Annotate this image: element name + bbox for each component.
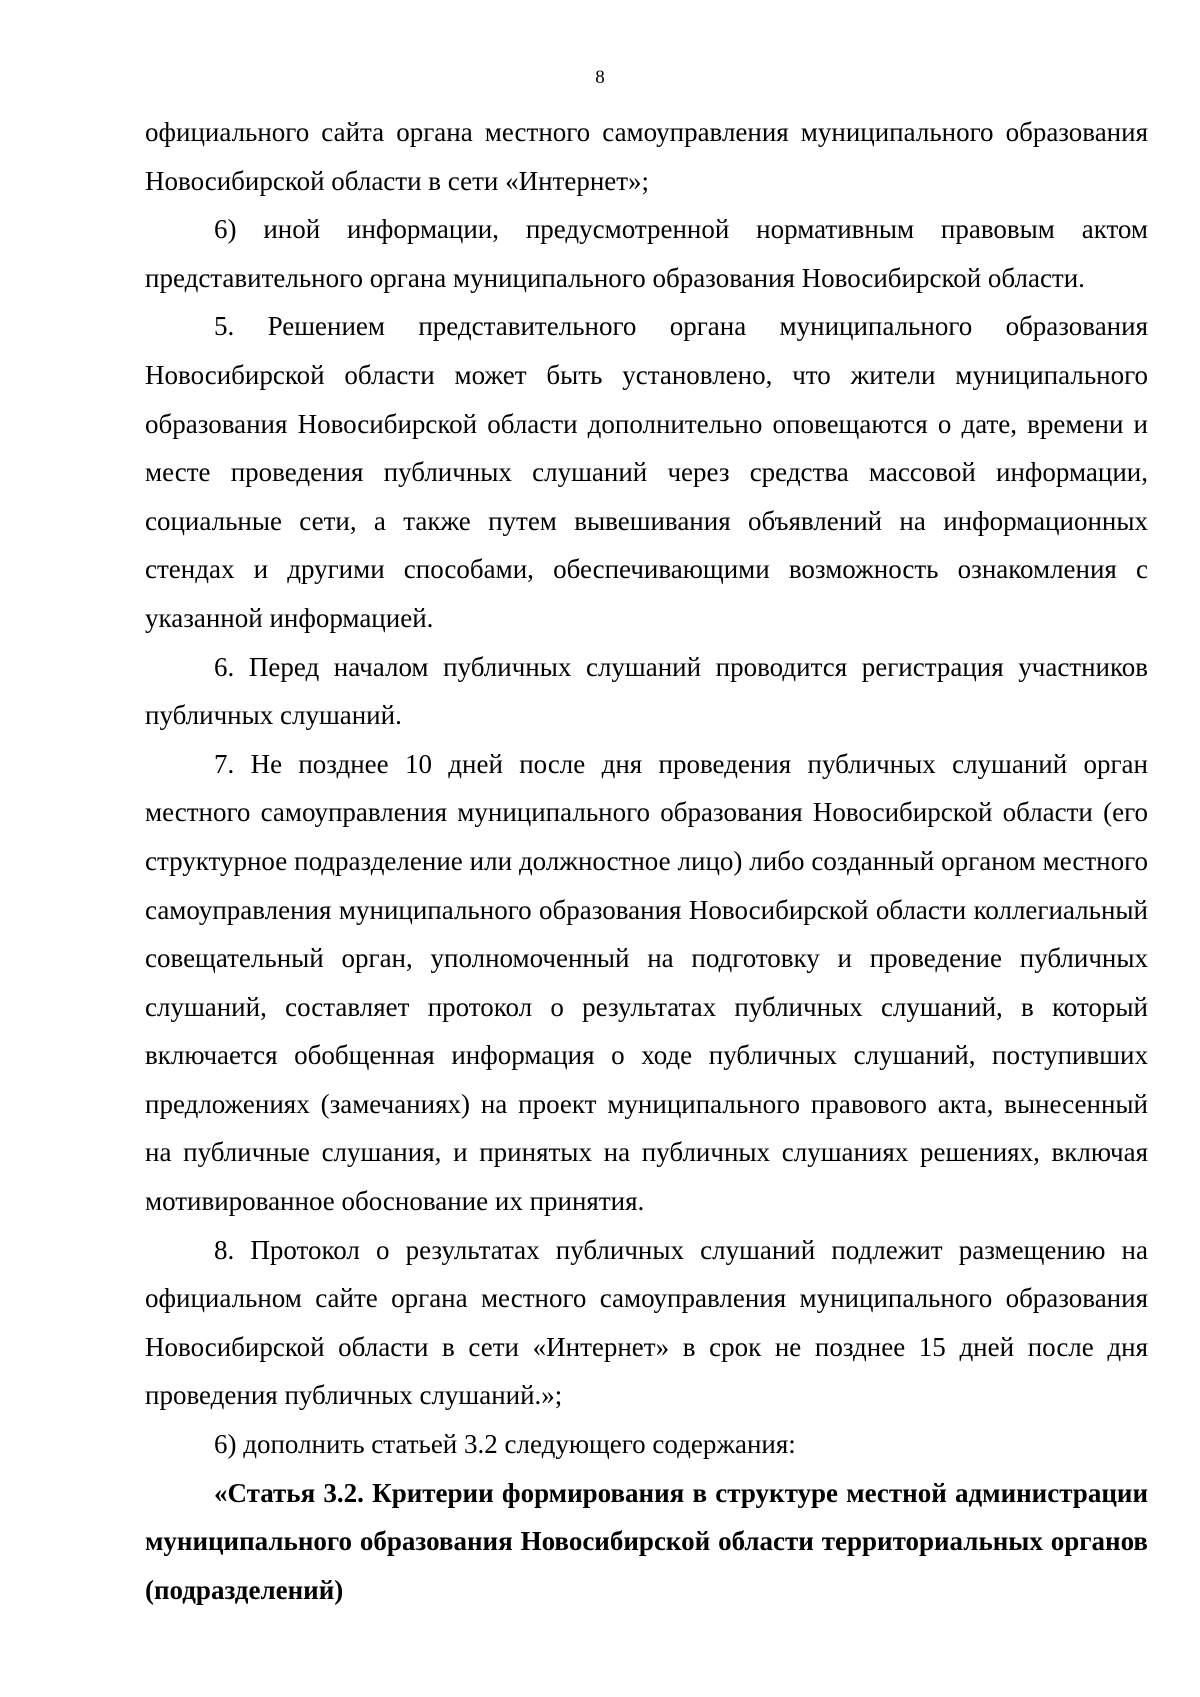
paragraph-point-6: 6. Перед началом публичных слушаний проводится регистрация участников публичных слушаний.	[145, 651, 1148, 731]
paragraph-point-5: 5. Решением представительного органа муниципального образования Новосибирской области может быть установлено, что жители муниципального образования Новосибирской области дополнительно оповещаются о дате, времени и месте проведения публичных слушаний через средства массовой информации, социальные сети, а также путем вывешивания объявлений на информационных стендах и другими способами, обеспечивающими возможность ознакомления с указанной информацией.	[145, 311, 1148, 633]
article-3-2-heading: «Статья 3.2. Критерии формирования в структуре местной администрации муниципального образования Новосибирской области территориальных органов (подразделений)	[145, 1477, 1148, 1605]
page-number: 8	[595, 67, 605, 88]
paragraph-item-6-other-info: 6) иной информации, предусмотренной нормативным правовым актом представительного органа муниципального образования Новосибирской области.	[145, 214, 1148, 293]
document-body	[145, 108, 1148, 1614]
paragraph-amendment-6: 6) дополнить статьей 3.2 следующего содержания:	[214, 1429, 796, 1460]
paragraph-website-continuation: официального сайта органа местного самоуправления муниципального образования Новосибирской области в сети «Интернет»;	[145, 117, 1148, 196]
paragraph-point-7: 7. Не позднее 10 дней после дня проведения публичных слушаний орган местного самоуправления муниципального образования Новосибирской области (его структурное подразделение или должностное лицо) либо созданный органом местного самоуправления муниципального образования Новосибирской области коллегиальный совещательный орган, уполномоченный на подготовку и проведение публичных слушаний, составляет протокол о результатах публичных слушаний, в который включается обобщенная информация о ходе публичных слушаний, поступивших предложениях (замечаниях) на проект муниципального правового акта, вынесенный на публичные слушания, и принятых на публичных слушаниях решениях, включая мотивированное обоснование их принятия.	[145, 748, 1148, 1217]
paragraph-point-8: 8. Протокол о результатах публичных слушаний подлежит размещению на официальном сайте органа местного самоуправления муниципального образования Новосибирской области в сети «Интернет» в срок не позднее 15 дней после дня проведения публичных слушаний.»;	[145, 1234, 1148, 1411]
